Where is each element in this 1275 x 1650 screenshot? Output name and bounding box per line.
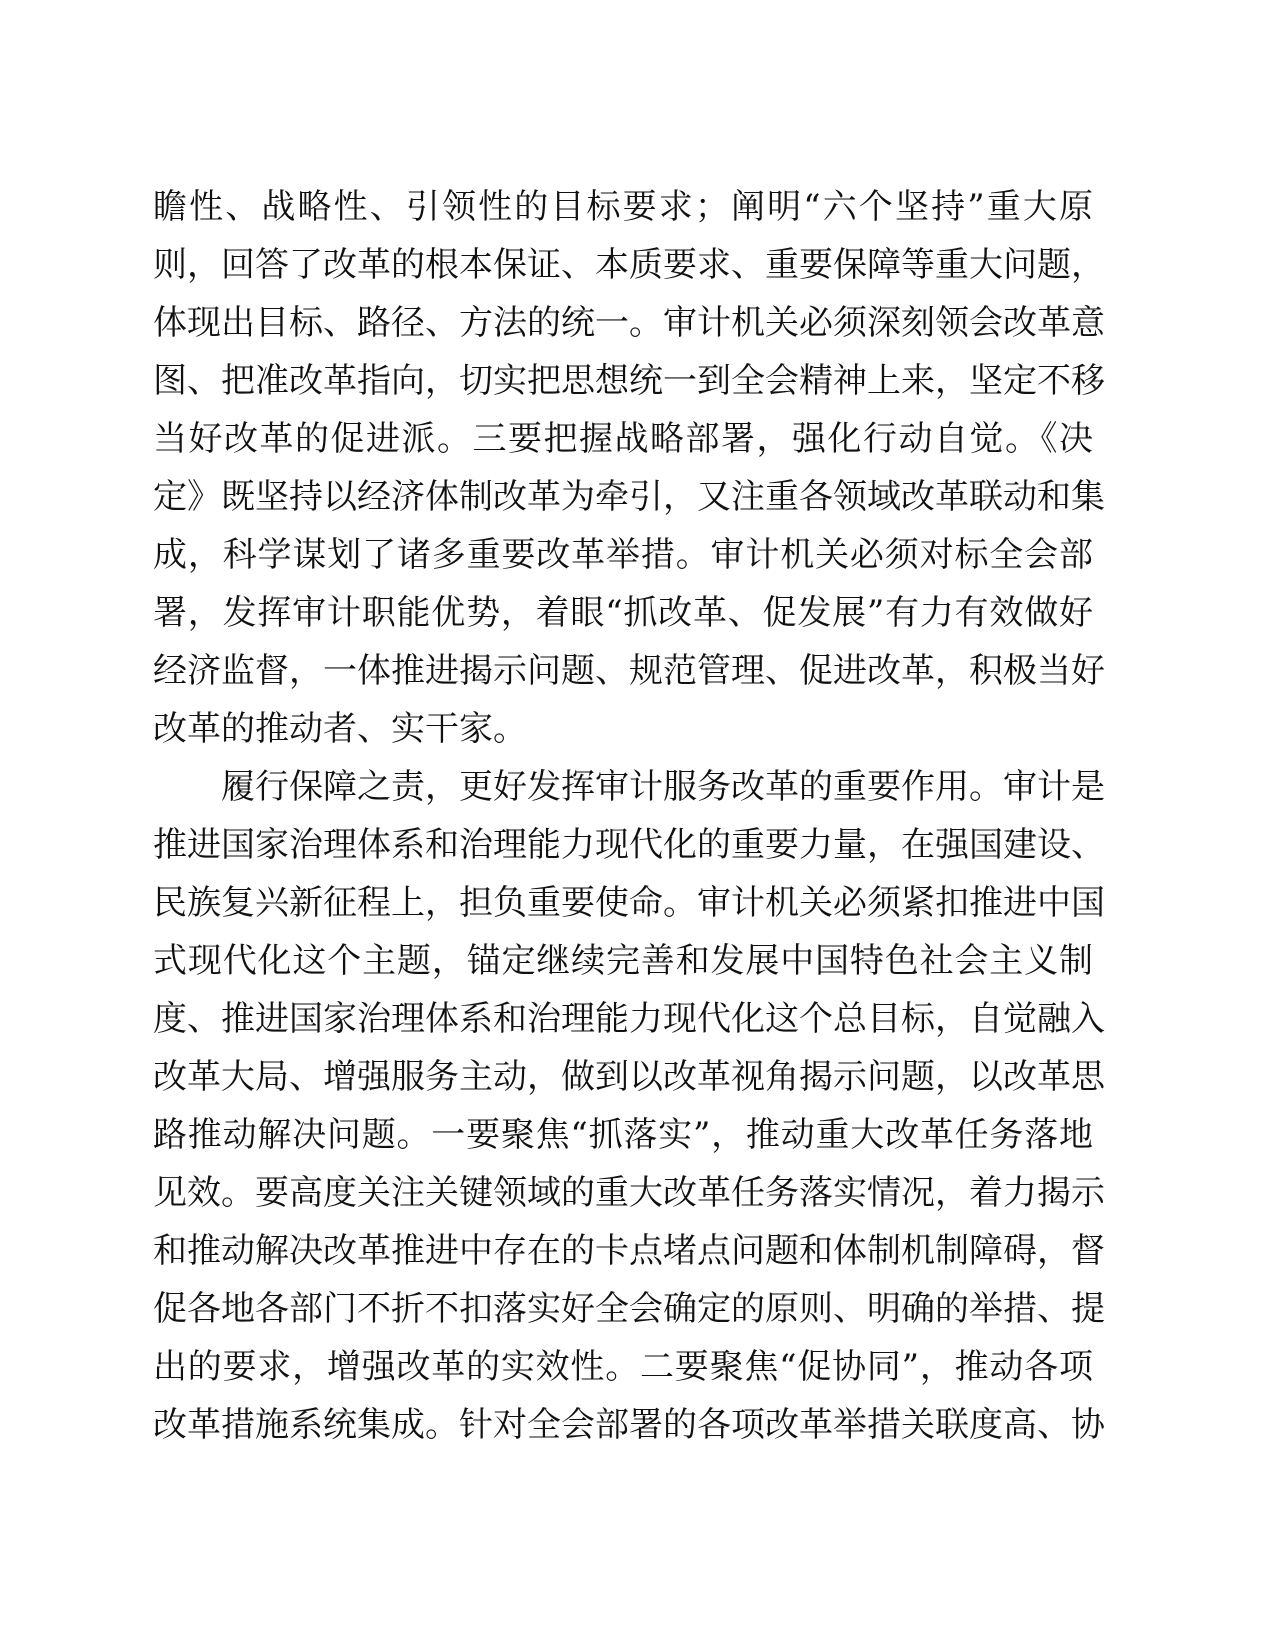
text-line: 图、把准改革指向，切实把思想统一到全会精神上来，坚定不移 <box>153 361 1105 401</box>
text-line: 当好改革的促进派。三要把握战略部署，强化行动自觉。《决 <box>153 419 1093 459</box>
text-line: 成，科学谋划了诸多重要改革举措。审计机关必须对标全会部 <box>153 535 1093 575</box>
text-line: 则，回答了改革的根本保证、本质要求、重要保障等重大问题， <box>153 245 1105 285</box>
text-line: 促各地各部门不折不扣落实好全会确定的原则、明确的举措、提 <box>153 1289 1105 1329</box>
text-line: 和推动解决改革推进中存在的卡点堵点问题和体制机制障碍，督 <box>153 1231 1105 1271</box>
text-line: 经济监督，一体推进揭示问题、规范管理、促进改革，积极当好 <box>153 651 1105 691</box>
text-line: 民族复兴新征程上，担负重要使命。审计机关必须紧扣推进中国 <box>153 883 1105 923</box>
text-line: 改革的推动者、实干家。 <box>153 709 527 749</box>
text-line: 改革措施系统集成。针对全会部署的各项改革举措关联度高、协 <box>153 1405 1105 1445</box>
text-line: 度、推进国家治理体系和治理能力现代化这个总目标，自觉融入 <box>153 999 1105 1039</box>
text-line: 推进国家治理体系和治理能力现代化的重要力量，在强国建设、 <box>153 825 1105 865</box>
text-line: 体现出目标、路径、方法的统一。审计机关必须深刻领会改革意 <box>153 303 1105 343</box>
text-line: 路推动解决问题。一要聚焦“抓落实”，推动重大改革任务落地 <box>153 1115 1093 1155</box>
text-line: 瞻性、战略性、引领性的目标要求；阐明“六个坚持”重大原 <box>153 187 1093 227</box>
text-line: 式现代化这个主题，锚定继续完善和发展中国特色社会主义制 <box>153 941 1093 981</box>
text-line: 见效。要高度关注关键领域的重大改革任务落实情况，着力揭示 <box>153 1173 1105 1213</box>
text-line: 定》既坚持以经济体制改革为牵引，又注重各领域改革联动和集 <box>153 477 1105 517</box>
text-line: 出的要求，增强改革的实效性。二要聚焦“促协同”，推动各项 <box>153 1347 1093 1387</box>
text-line: 改革大局、增强服务主动，做到以改革视角揭示问题，以改革思 <box>153 1057 1105 1097</box>
body-text <box>153 178 1105 1454</box>
text-line: 履行保障之责，更好发挥审计服务改革的重要作用。审计是 <box>221 767 1105 807</box>
text-line: 署，发挥审计职能优势，着眼“抓改革、促发展”有力有效做好 <box>153 593 1093 633</box>
